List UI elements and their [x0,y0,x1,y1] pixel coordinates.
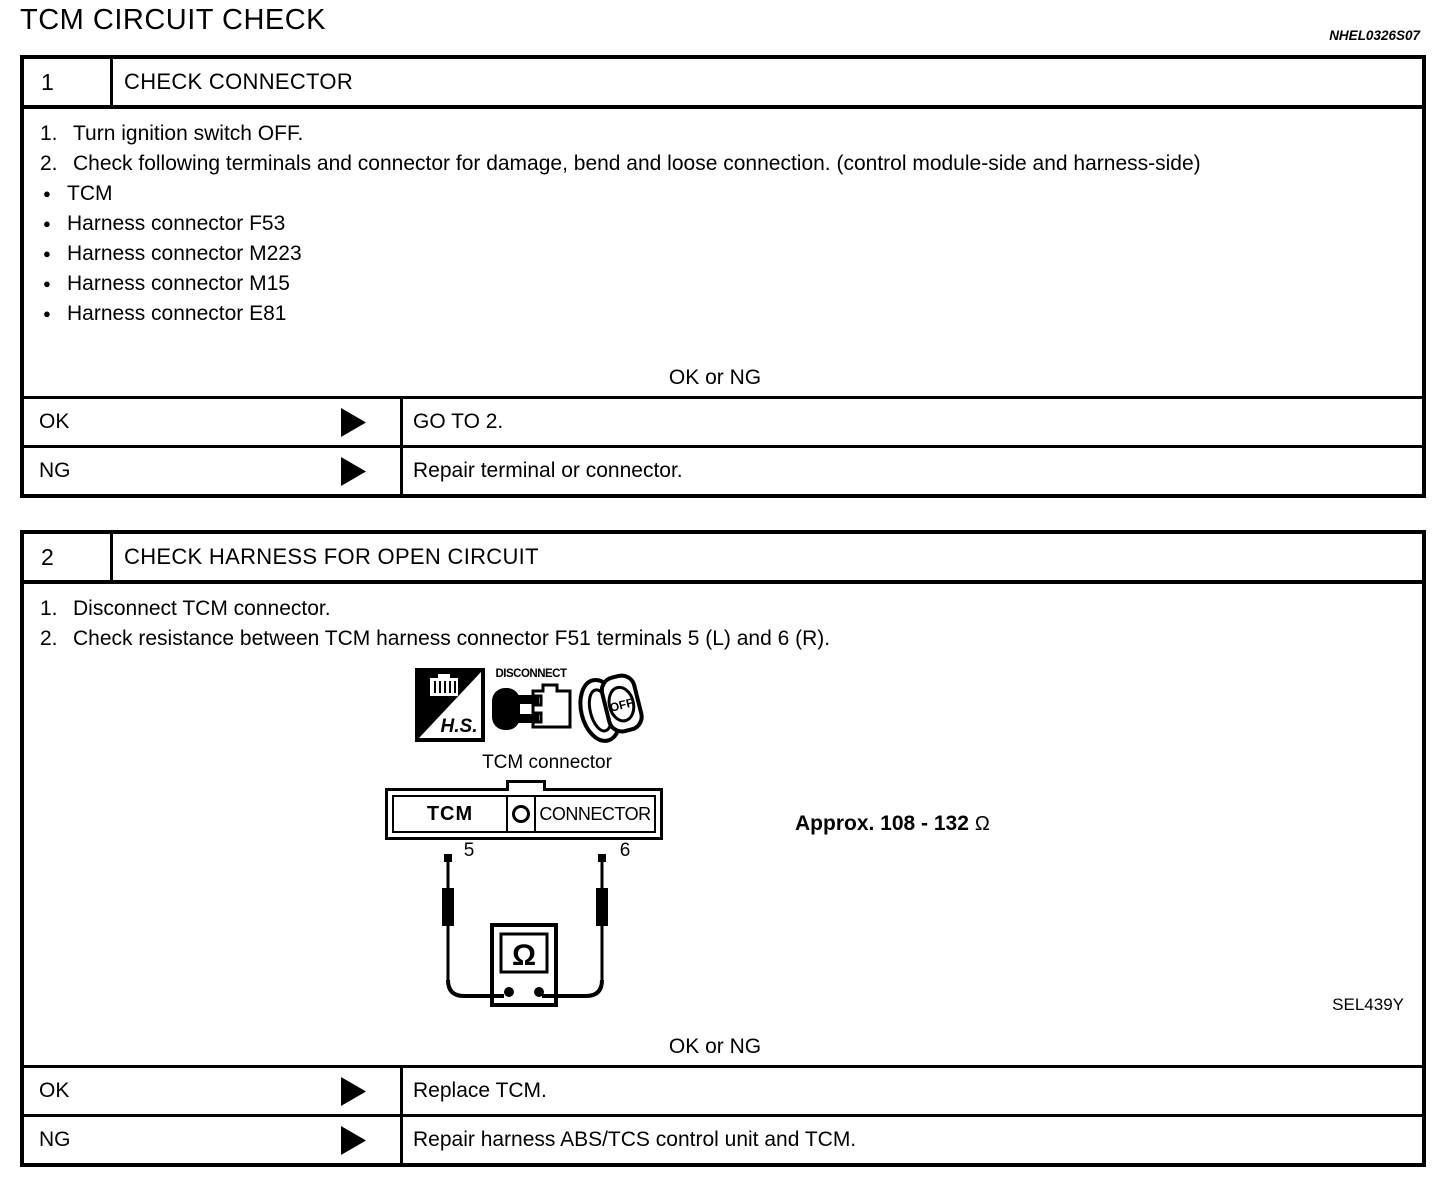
bullet-item: ● Harness connector F53 [40,209,1422,239]
probe-grip-right [596,888,608,926]
instruction-item [40,594,1422,624]
terminal-6-label: 6 [619,840,631,861]
question-label: OK or NG [668,366,762,389]
step-number: 1 [24,59,113,105]
omega-unit: Ω [974,813,990,835]
step-title: CHECK HARNESS FOR OPEN CIRCUIT [124,544,539,569]
disconnect-label: DISCONNECT [495,668,567,680]
result-arrow-icon [341,408,366,437]
page-title: TCM CIRCUIT CHECK [20,4,327,36]
item-marker: 2. [40,627,58,650]
bullet-item: ● Harness connector M15 [40,269,1422,299]
hs-label: H.S. [440,716,478,737]
probe-grip-left [442,888,454,926]
ignition-off-icon [576,668,646,748]
result-row-ng [24,445,1422,494]
connector-pin-circle [512,805,530,823]
item-text: Check following terminals and connector for damage, bend and loose connection. (control module-side and harness-side) [73,152,1201,175]
instruction-item [40,624,1422,654]
key-off-label: OFF [608,695,635,715]
result-label: OK [39,1079,70,1102]
hs-tool-icon [415,668,485,742]
disconnect-icon [487,665,575,747]
item-marker: 2. [40,152,58,175]
item-marker: 1. [40,597,58,620]
item-text: Check resistance between TCM harness connector F51 terminals 5 (L) and 6 (R). [73,627,831,650]
step-2-box [20,530,1426,1167]
step-1-box [20,55,1426,498]
step-2-body [24,584,1422,1065]
result-label: NG [39,1128,71,1151]
ohmmeter-figure [430,854,620,1016]
bullet-item: ● Harness connector E81 [40,299,1422,329]
result-row-ok [24,1065,1422,1114]
figure-code: SEL439Y [1332,995,1404,1014]
step-number: 2 [24,534,113,580]
bullet-item: ● TCM [40,179,1422,209]
result-action: Repair harness ABS/TCS control unit and TCM. [413,1128,857,1151]
ohm-symbol: Ω [511,939,537,972]
step-2-header [24,534,1422,584]
result-row-ng [24,1114,1422,1163]
tcm-connector-diagram [385,788,663,840]
instruction-item [40,119,1422,149]
result-label: NG [39,459,71,482]
result-arrow-icon [341,1077,366,1106]
bullet-item: ● Harness connector M223 [40,239,1422,269]
question-label: OK or NG [668,1035,762,1058]
item-text: Disconnect TCM connector. [73,597,331,620]
doc-code: NHEL0326S07 [1329,28,1420,43]
instruction-item [40,149,1422,179]
approx-resistance: Approx. 108 - 132 Ω [795,812,990,835]
step-1-header [24,59,1422,109]
terminal-5-label: 5 [463,840,475,861]
item-marker: 1. [40,122,58,145]
result-arrow-icon [341,1126,366,1155]
result-action: Replace TCM. [413,1079,547,1102]
connector-label-connector: CONNECTOR [539,803,651,824]
connector-tab [506,780,546,791]
result-row-ok [24,396,1422,445]
connector-label-tcm: TCM [426,802,474,825]
result-arrow-icon [341,457,366,486]
step-1-body [24,109,1422,396]
result-action: Repair terminal or connector. [413,459,683,482]
item-text: Turn ignition switch OFF. [73,122,304,145]
connector-caption: TCM connector [482,752,612,773]
result-action: GO TO 2. [413,410,504,433]
result-label: OK [39,410,70,433]
step-title: CHECK CONNECTOR [124,69,354,94]
